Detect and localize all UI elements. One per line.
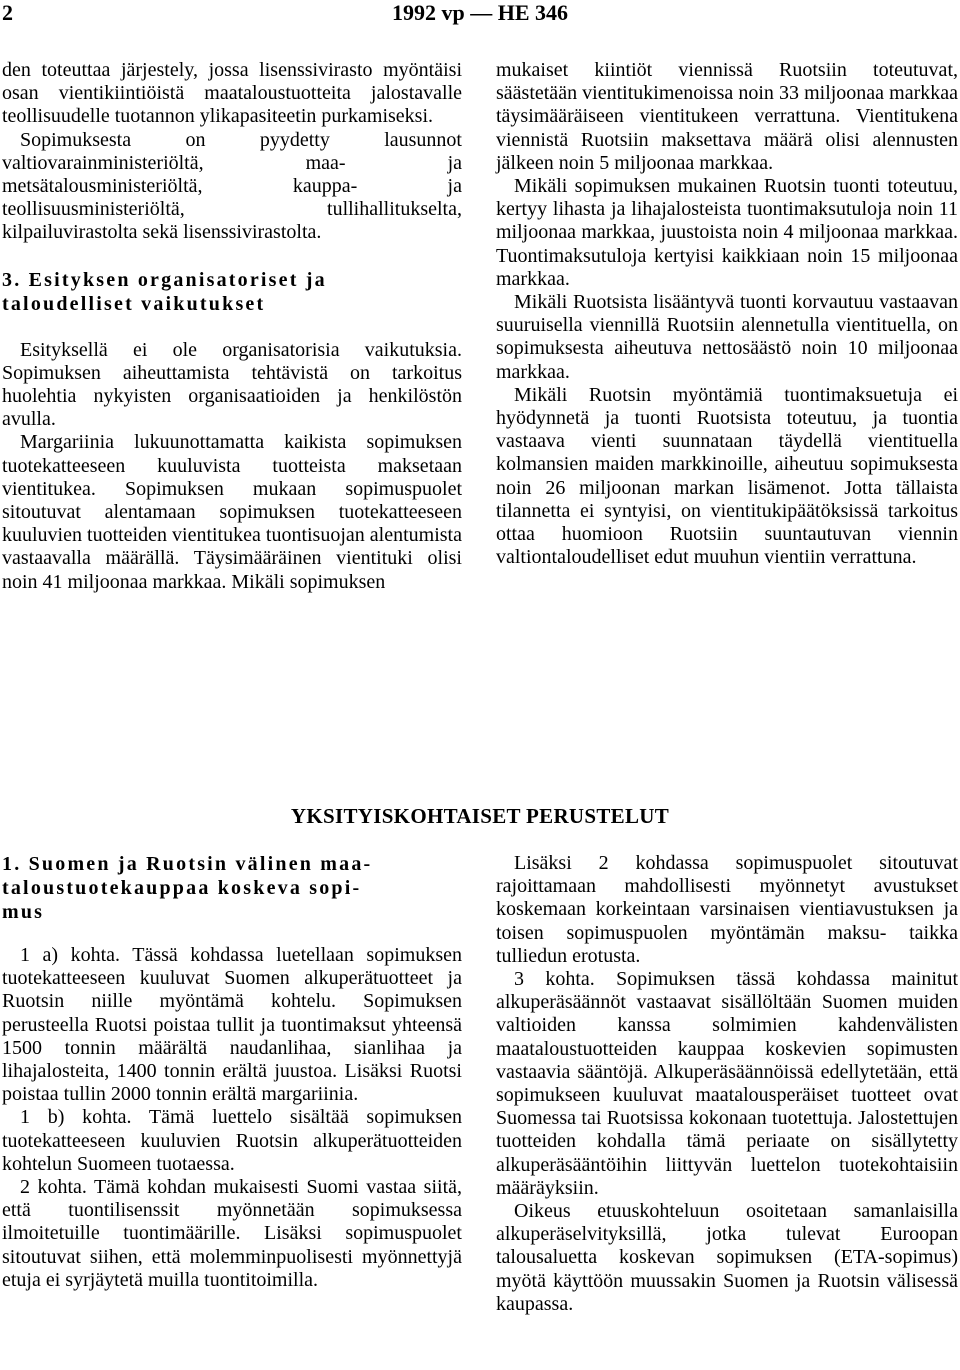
paragraph: 2 kohta. Tämä kohdan mukaisesti Suomi vastaa siitä, että tuontilisenssit myönnetään sopimuksessa ilmoitetuille tuontimäärille. Lisäksi sopimuspuolet sitoutuvat siihen, että molemminpuolisesti myönnettyjä etuja ei syrjäytetä muilla tuontitoimilla.: [2, 1176, 462, 1291]
paragraph: 1 a) kohta. Tässä kohdassa luetellaan sopimuksen tuotekatteeseen kuuluvat Suomen alkuperätuotteet ja Ruotsin niille myöntämä kohtelu. Sopimuksen perusteella Ruotsi poistaa tullit ja tuontimaksut yhteensä 1500 tonnin määrältä naudanlihaa, sianlihaa ja lihajalosteita, 1400 tonnin erältä juustoa. Lisäksi Ruotsi poistaa tullin 2000 tonnin erältä margariinia.: [2, 944, 462, 1106]
column-bottom-left: [2, 852, 462, 1292]
paragraph: Mikäli Ruotsista lisääntyvä tuonti korvautuu vastaavan suuruisella viennillä Ruotsiin alennetulla vientituella, on sopimuksesta aiheutuva nettosäästö noin 10 miljoonaa markkaa.: [496, 291, 958, 383]
column-top-right: [496, 59, 958, 569]
section-heading-3-line2: taloudelliset vaikutukset: [2, 292, 266, 315]
column-top-left: [2, 59, 462, 594]
paragraph: Oikeus etuuskohteluun osoitetaan samanlaisilla alkuperäselvityksillä, jotka tulevat Euroopan talousaluetta koskevan sopimuksen (ETA-sopimus) myötä käyttöön muussakin Suomen ja Ruotsin välisessä kaupassa.: [496, 1200, 958, 1315]
subsection-heading-1-line3: mus: [2, 901, 45, 923]
paragraph: mukaiset kiintiöt viennissä Ruotsiin toteutuvat, säästetään vientitukimenoissa noin 33 miljoonaa markkaa täysimääräiseen vientitukeen verrattuna. Vientitukena viennistä Ruotsiin maksettava määrä olisi alennusten jälkeen noin 5 miljoonaa markkaa.: [496, 59, 958, 174]
page-number: 2: [2, 0, 13, 25]
paragraph: 1 b) kohta. Tämä luettelo sisältää sopimuksen tuotekatteeseen kuuluvien Ruotsin alkuperätuotteiden kohtelun Suomeen tuotaessa.: [2, 1106, 462, 1175]
section-heading-3-line1: 3. Esityksen organisatoriset ja: [2, 268, 327, 291]
paragraph: den toteuttaa järjestely, jossa lisenssivirasto myöntäisi osan vientikiintiöistä maataloustuotteita jalostavalle teollisuudelle tuotannon ylikapasiteetin purkamiseksi.: [2, 59, 462, 128]
paragraph: Margariinia lukuunottamatta kaikista sopimuksen tuotekatteeseen kuuluvista tuotteista maksetaan vientitukea. Sopimuksen mukaan sopimuspuolet sitoutuvat alentamaan sopimuksen tuotekatteeseen kuuluvien tuotteiden vientitukea tuontisuojan alentumista vastaavalla määrällä. Täysimääräinen vientituki olisi noin 41 miljoonaa markkaa. Mikäli sopimuksen: [2, 431, 462, 593]
paragraph: Mikäli Ruotsin myöntämiä tuontimaksuetuja ei hyödynnetä ja tuonti Ruotsista toteutuu, ja tuontia vastaava vienti suunnataan täydellä vientituella kolmansien maiden markkinoille, aiheutuu sopimuksesta noin 26 miljoonan markan lisämenot. Jotta tällaista tilannetta ei syntyisi, on vientitukipäätöksissä tarkoitus ottaa huomioon Ruotsiin suuntautuvan viennin valtiontaloudelliset edut muuhun vientiin verrattuna.: [496, 383, 958, 569]
section-heading-yksityiskohtaiset: YKSITYISKOHTAISET PERUSTELUT: [290, 804, 670, 828]
paragraph: Esityksellä ei ole organisatorisia vaikutuksia. Sopimuksen aiheuttamista tehtävistä on tarkoitus huolehtia nykyisten organisaatioiden ja henkilöstön avulla.: [2, 338, 462, 431]
paragraph: Lisäksi 2 kohdassa sopimuspuolet sitoutuvat rajoittamaan mahdollisesti myönnetyt avustukset koskemaan korkeintaan varsinaisen vientiavustuksen ja toisen sopimuspuolen myöntämän maksu- taikka tulliedun erotusta.: [496, 852, 958, 967]
paragraph: Mikäli sopimuksen mukainen Ruotsin tuonti toteutuu, kertyy lihasta ja lihajalosteista tuontimaksutuloja noin 11 miljoonaa markkaa, juustoista noin 4 miljoonaa markkaa. Tuontimaksutuloja kertyisi kaikkiaan noin 15 miljoonaa markkaa.: [496, 175, 958, 290]
column-bottom-right: [496, 852, 958, 1316]
paragraph: Sopimuksesta on pyydetty lausunnot valtiovarainministeriöltä, maa- ja metsätalousministeriöltä, kauppa- ja teollisuusministeriöltä, tullihallitukselta, kilpailuvirastolta sekä lisenssivirastolta.: [2, 128, 462, 244]
paragraph: 3 kohta. Sopimuksen tässä kohdassa mainitut alkuperäsäännöt vastaavat sisällöltään Suomen muiden valtioiden kanssa solmimien kahdenvälisten maataloustuotteiden kauppaa koskevien sopimusten vastaavia sääntöjä. Alkuperäsäännöissä edellytetään, että sopimukseen kuuluvat maatalousperäiset tuotteet ovat Suomessa tai Ruotsissa kokonaan tuotettuja. Jalostettujen tuotteiden kohdalla tämä periaate on sisällytetty alkuperäsääntöihin liittyvän luettelon tuotekohtaisiin määräyksiin.: [496, 968, 958, 1199]
subsection-heading-1-line2: taloustuotekauppaa koskeva sopi-: [2, 877, 362, 899]
running-head: 1992 vp — HE 346: [391, 0, 569, 25]
subsection-heading-1-line1: 1. Suomen ja Ruotsin välinen maa-: [2, 853, 373, 875]
